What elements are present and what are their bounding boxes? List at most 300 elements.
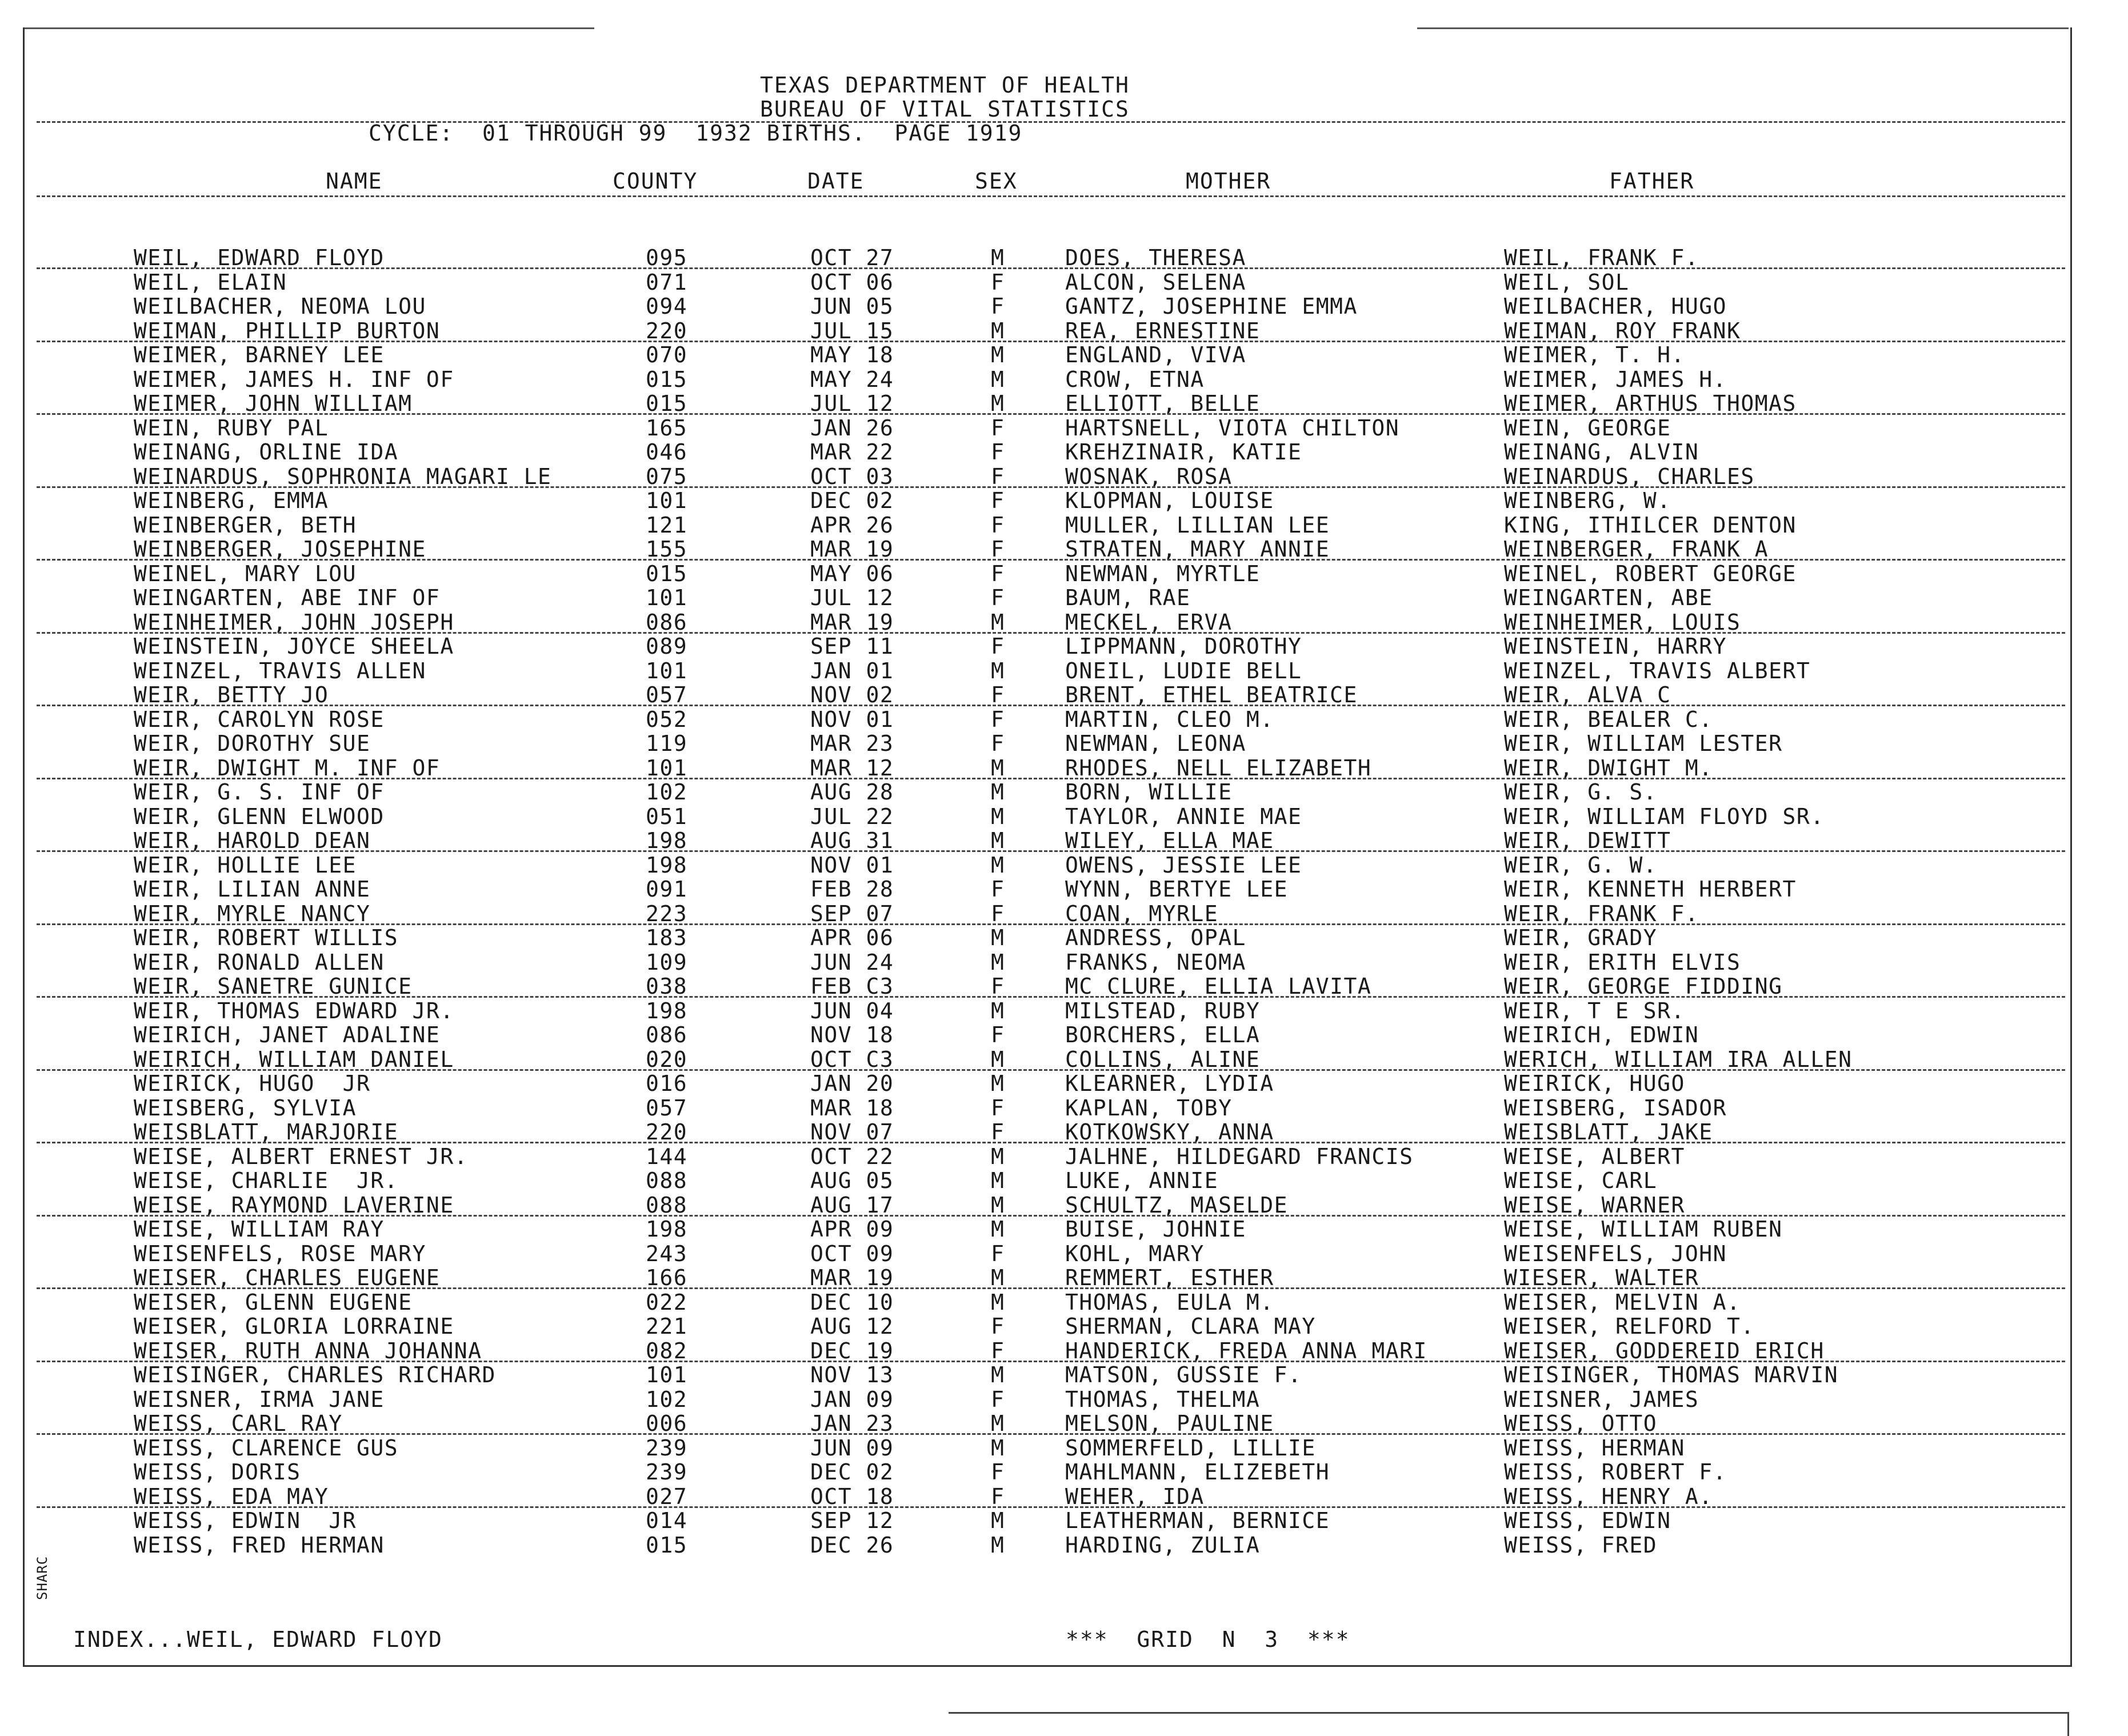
- record-mother: WYNN, BERTYE LEE: [1065, 877, 1289, 902]
- record-county: 027: [646, 1483, 688, 1509]
- record-mother: LUKE, ANNIE: [1065, 1168, 1219, 1193]
- record-county: 221: [646, 1314, 688, 1339]
- record-date: JUL 22: [810, 803, 894, 829]
- table-row: [0, 950, 2128, 974]
- record-county: 052: [646, 706, 688, 732]
- record-mother: SHERMAN, CLARA MAY: [1065, 1314, 1316, 1339]
- table-row: [0, 707, 2128, 731]
- record-sex: M: [991, 1168, 1005, 1193]
- record-father: WEINHEIMER, LOUIS: [1504, 609, 1741, 635]
- record-date: DEC 10: [810, 1289, 894, 1315]
- record-mother: ANDRESS, OPAL: [1065, 925, 1246, 950]
- table-row: [0, 999, 2128, 1023]
- record-name: WEIR, G. S. INF OF: [134, 779, 385, 805]
- record-name: WEIR, RONALD ALLEN: [134, 949, 385, 975]
- record-county: 101: [646, 585, 688, 610]
- record-date: JAN 23: [810, 1411, 894, 1436]
- record-mother: NEWMAN, LEONA: [1065, 731, 1246, 756]
- table-row: [0, 1387, 2128, 1411]
- record-father: WEINGARTEN, ABE: [1504, 585, 1713, 610]
- record-father: WEISER, GODDEREID ERICH: [1504, 1338, 1825, 1363]
- record-sex: M: [991, 366, 1005, 392]
- record-sex: F: [991, 1459, 1005, 1485]
- record-date: OCT 06: [810, 269, 894, 295]
- record-father: WEINZEL, TRAVIS ALBERT: [1504, 658, 1811, 683]
- record-county: 016: [646, 1071, 688, 1096]
- table-row: [0, 1217, 2128, 1241]
- table-row: [0, 1290, 2128, 1314]
- record-sex: M: [991, 1046, 1005, 1072]
- table-row: [0, 1436, 2128, 1460]
- record-name: WEINBERG, EMMA: [134, 488, 329, 513]
- record-name: WEIL, ELAIN: [134, 269, 287, 295]
- column-header-sex: SEX: [975, 169, 1018, 194]
- table-row: [0, 513, 2128, 537]
- record-county: 020: [646, 1046, 688, 1072]
- record-name: WEIMER, BARNEY LEE: [134, 342, 385, 367]
- record-mother: DOES, THERESA: [1065, 245, 1246, 270]
- table-row: [0, 926, 2128, 950]
- record-mother: WEHER, IDA: [1065, 1483, 1205, 1509]
- record-date: MAR 22: [810, 439, 894, 465]
- record-date: NOV 02: [810, 682, 894, 707]
- record-sex: M: [991, 803, 1005, 829]
- record-date: DEC 02: [810, 1459, 894, 1485]
- record-name: WEIR, DOROTHY SUE: [134, 731, 371, 756]
- record-sex: F: [991, 585, 1005, 610]
- header-rule-1: [37, 121, 2065, 123]
- record-father: WEISS, EDWIN: [1504, 1508, 1671, 1533]
- record-mother: BAUM, RAE: [1065, 585, 1191, 610]
- record-name: WEIR, HAROLD DEAN: [134, 828, 371, 853]
- record-father: WEIL, SOL: [1504, 269, 1630, 295]
- record-date: MAY 24: [810, 366, 894, 392]
- record-mother: MATSON, GUSSIE F.: [1065, 1362, 1302, 1387]
- table-row: [0, 294, 2128, 318]
- record-county: 075: [646, 463, 688, 489]
- record-date: MAR 12: [810, 755, 894, 781]
- record-sex: F: [991, 537, 1005, 562]
- record-date: JUN 24: [810, 949, 894, 975]
- table-row: [0, 1339, 2128, 1363]
- record-county: 220: [646, 1119, 688, 1145]
- table-row: [0, 270, 2128, 294]
- record-sex: F: [991, 561, 1005, 586]
- record-date: DEC 02: [810, 488, 894, 513]
- record-name: WEISNER, IRMA JANE: [134, 1386, 385, 1412]
- record-mother: WILEY, ELLA MAE: [1065, 828, 1274, 853]
- record-county: 101: [646, 658, 688, 683]
- record-father: WEISS, OTTO: [1504, 1411, 1658, 1436]
- record-date: NOV 01: [810, 852, 894, 878]
- bureau-title: BUREAU OF VITAL STATISTICS: [760, 97, 1130, 122]
- record-mother: BRENT, ETHEL BEATRICE: [1065, 682, 1358, 707]
- record-name: WEISE, ALBERT ERNEST JR.: [134, 1143, 469, 1169]
- record-date: AUG 31: [810, 828, 894, 853]
- record-mother: CROW, ETNA: [1065, 366, 1205, 392]
- record-mother: SCHULTZ, MASELDE: [1065, 1192, 1289, 1218]
- record-mother: REA, ERNESTINE: [1065, 318, 1261, 343]
- record-county: 015: [646, 1532, 688, 1558]
- record-sex: F: [991, 439, 1005, 465]
- record-sex: M: [991, 1071, 1005, 1096]
- record-date: JUN 04: [810, 998, 894, 1023]
- form-fold-rule: [37, 1287, 2065, 1289]
- record-father: WEIR, GRADY: [1504, 925, 1658, 950]
- record-name: WEISE, CHARLIE JR.: [134, 1168, 399, 1193]
- record-sex: M: [991, 925, 1005, 950]
- table-row: [0, 1363, 2128, 1387]
- record-date: DEC 26: [810, 1532, 894, 1558]
- record-mother: RHODES, NELL ELIZABETH: [1065, 755, 1372, 781]
- record-county: 239: [646, 1459, 688, 1485]
- table-row: [0, 562, 2128, 586]
- table-row: [0, 731, 2128, 755]
- table-row: [0, 1193, 2128, 1217]
- record-county: 101: [646, 488, 688, 513]
- table-row: [0, 1071, 2128, 1095]
- record-county: 155: [646, 537, 688, 562]
- record-name: WEISBERG, SYLVIA: [134, 1095, 357, 1121]
- table-row: [0, 416, 2128, 440]
- record-father: WEISNER, JAMES: [1504, 1386, 1699, 1412]
- record-sex: M: [991, 1143, 1005, 1169]
- record-father: WEIR, FRANK F.: [1504, 901, 1699, 926]
- record-date: JUL 12: [810, 585, 894, 610]
- record-mother: BUISE, JOHNIE: [1065, 1217, 1246, 1242]
- record-father: WIESER, WALTER: [1504, 1265, 1699, 1290]
- table-row: [0, 780, 2128, 804]
- record-mother: ONEIL, LUDIE BELL: [1065, 658, 1302, 683]
- record-county: 109: [646, 949, 688, 975]
- record-mother: WOSNAK, ROSA: [1065, 463, 1233, 489]
- record-mother: THOMAS, EULA M.: [1065, 1289, 1274, 1315]
- record-sex: M: [991, 1532, 1005, 1558]
- record-father: WEIMER, JAMES H.: [1504, 366, 1727, 392]
- record-father: WEIR, G. W.: [1504, 852, 1658, 878]
- record-mother: LIPPMANN, DOROTHY: [1065, 634, 1302, 659]
- record-date: JUL 12: [810, 391, 894, 416]
- record-date: SEP 11: [810, 634, 894, 659]
- table-row: [0, 586, 2128, 610]
- record-name: WEINBERGER, BETH: [134, 512, 357, 538]
- record-sex: M: [991, 1508, 1005, 1533]
- record-father: WEIMER, ARTHUS THOMAS: [1504, 391, 1797, 416]
- record-mother: SOMMERFELD, LILLIE: [1065, 1435, 1316, 1461]
- record-name: WEISS, EDWIN JR: [134, 1508, 357, 1533]
- record-county: 102: [646, 1386, 688, 1412]
- record-name: WEISER, CHARLES EUGENE: [134, 1265, 441, 1290]
- record-father: WEINARDUS, CHARLES: [1504, 463, 1755, 489]
- form-fold-rule: [37, 413, 2065, 415]
- record-mother: HARTSNELL, VIOTA CHILTON: [1065, 415, 1400, 441]
- record-date: NOV 18: [810, 1022, 894, 1047]
- record-sex: M: [991, 755, 1005, 781]
- record-father: WEINANG, ALVIN: [1504, 439, 1699, 465]
- record-sex: F: [991, 463, 1005, 489]
- table-row: [0, 1145, 2128, 1169]
- table-row: [0, 319, 2128, 343]
- record-name: WEISE, RAYMOND LAVERINE: [134, 1192, 454, 1218]
- record-date: JUL 15: [810, 318, 894, 343]
- record-mother: OWENS, JESSIE LEE: [1065, 852, 1302, 878]
- column-header-rule: [37, 195, 2065, 197]
- record-father: WEISS, HENRY A.: [1504, 1483, 1713, 1509]
- record-mother: MECKEL, ERVA: [1065, 609, 1233, 635]
- record-mother: THOMAS, THELMA: [1065, 1386, 1261, 1412]
- record-father: KING, ITHILCER DENTON: [1504, 512, 1797, 538]
- table-row: [0, 1047, 2128, 1071]
- record-sex: F: [991, 269, 1005, 295]
- record-sex: M: [991, 1265, 1005, 1290]
- record-sex: F: [991, 1483, 1005, 1509]
- column-header-mother: MOTHER: [1186, 169, 1271, 194]
- record-father: WEISE, WARNER: [1504, 1192, 1685, 1218]
- record-mother: GANTZ, JOSEPHINE EMMA: [1065, 294, 1358, 319]
- record-sex: M: [991, 609, 1005, 635]
- record-mother: STRATEN, MARY ANNIE: [1065, 537, 1330, 562]
- record-county: 183: [646, 925, 688, 950]
- record-mother: KAPLAN, TOBY: [1065, 1095, 1233, 1121]
- stamp-mark: SHARC: [34, 1555, 50, 1600]
- record-date: MAY 06: [810, 561, 894, 586]
- record-date: FEB C3: [810, 974, 894, 999]
- record-mother: BORCHERS, ELLA: [1065, 1022, 1261, 1047]
- record-name: WEIN, RUBY PAL: [134, 415, 329, 441]
- record-sex: F: [991, 901, 1005, 926]
- record-sex: M: [991, 949, 1005, 975]
- record-county: 243: [646, 1241, 688, 1266]
- record-mother: REMMERT, ESTHER: [1065, 1265, 1274, 1290]
- record-county: 015: [646, 366, 688, 392]
- table-row: [0, 853, 2128, 877]
- form-fold-rule: [37, 1142, 2065, 1143]
- table-row: [0, 440, 2128, 464]
- table-row: [0, 829, 2128, 853]
- record-county: 089: [646, 634, 688, 659]
- record-date: AUG 12: [810, 1314, 894, 1339]
- record-county: 223: [646, 901, 688, 926]
- record-father: WEIR, KENNETH HERBERT: [1504, 877, 1797, 902]
- table-row: [0, 1314, 2128, 1338]
- record-sex: F: [991, 415, 1005, 441]
- record-sex: M: [991, 318, 1005, 343]
- record-father: WEISINGER, THOMAS MARVIN: [1504, 1362, 1839, 1387]
- column-header-date: DATE: [807, 169, 865, 194]
- record-county: 086: [646, 1022, 688, 1047]
- record-name: WEISENFELS, ROSE MARY: [134, 1241, 426, 1266]
- record-date: NOV 01: [810, 706, 894, 732]
- form-fold-rule: [37, 267, 2065, 269]
- record-sex: F: [991, 706, 1005, 732]
- record-name: WEIMAN, PHILLIP BURTON: [134, 318, 441, 343]
- record-county: 198: [646, 998, 688, 1023]
- record-sex: F: [991, 1241, 1005, 1266]
- record-father: WEIR, GEORGE FIDDING: [1504, 974, 1783, 999]
- record-father: WEIR, WILLIAM LESTER: [1504, 731, 1783, 756]
- record-name: WEINARDUS, SOPHRONIA MAGARI LE: [134, 463, 552, 489]
- table-row: [0, 1096, 2128, 1120]
- record-mother: KREHZINAIR, KATIE: [1065, 439, 1302, 465]
- record-name: WEISBLATT, MARJORIE: [134, 1119, 399, 1145]
- record-county: 144: [646, 1143, 688, 1169]
- record-county: 071: [646, 269, 688, 295]
- record-father: WEIN, GEORGE: [1504, 415, 1671, 441]
- table-row: [0, 465, 2128, 489]
- record-county: 088: [646, 1168, 688, 1193]
- record-sex: M: [991, 1435, 1005, 1461]
- record-sex: M: [991, 391, 1005, 416]
- record-county: 102: [646, 779, 688, 805]
- record-father: WEISER, MELVIN A.: [1504, 1289, 1741, 1315]
- record-county: 051: [646, 803, 688, 829]
- table-row: [0, 634, 2128, 658]
- record-mother: ALCON, SELENA: [1065, 269, 1246, 295]
- record-father: WEIR, WILLIAM FLOYD SR.: [1504, 803, 1825, 829]
- record-name: WEILBACHER, NEOMA LOU: [134, 294, 426, 319]
- record-mother: JALHNE, HILDEGARD FRANCIS: [1065, 1143, 1414, 1169]
- record-date: APR 26: [810, 512, 894, 538]
- record-sex: F: [991, 1314, 1005, 1339]
- record-county: 006: [646, 1411, 688, 1436]
- record-name: WEINEL, MARY LOU: [134, 561, 357, 586]
- record-sex: M: [991, 1362, 1005, 1387]
- record-name: WEIR, BETTY JO: [134, 682, 329, 707]
- table-row: [0, 1485, 2128, 1509]
- table-row: [0, 610, 2128, 634]
- table-row: [0, 1120, 2128, 1144]
- record-county: 091: [646, 877, 688, 902]
- bottom-rule: [949, 1712, 2069, 1714]
- record-mother: LEATHERMAN, BERNICE: [1065, 1508, 1330, 1533]
- record-date: MAY 18: [810, 342, 894, 367]
- record-mother: ELLIOTT, BELLE: [1065, 391, 1261, 416]
- record-name: WEISE, WILLIAM RAY: [134, 1217, 385, 1242]
- record-date: OCT C3: [810, 1046, 894, 1072]
- record-father: WEIR, ERITH ELVIS: [1504, 949, 1741, 975]
- record-sex: F: [991, 488, 1005, 513]
- record-father: WEISE, WILLIAM RUBEN: [1504, 1217, 1783, 1242]
- record-date: JAN 01: [810, 658, 894, 683]
- record-father: WEISS, ROBERT F.: [1504, 1459, 1727, 1485]
- record-name: WEISER, GLENN EUGENE: [134, 1289, 413, 1315]
- record-date: APR 06: [810, 925, 894, 950]
- table-row: [0, 659, 2128, 683]
- record-name: WEINSTEIN, JOYCE SHEELA: [134, 634, 454, 659]
- record-father: WEIR, T E SR.: [1504, 998, 1685, 1023]
- record-county: 015: [646, 561, 688, 586]
- record-sex: M: [991, 1217, 1005, 1242]
- record-sex: M: [991, 1289, 1005, 1315]
- record-father: WEISBERG, ISADOR: [1504, 1095, 1727, 1121]
- record-mother: KOTKOWSKY, ANNA: [1065, 1119, 1274, 1145]
- record-county: 101: [646, 755, 688, 781]
- record-father: WEINBERG, W.: [1504, 488, 1671, 513]
- record-father: WEISE, ALBERT: [1504, 1143, 1685, 1169]
- record-father: WEINEL, ROBERT GEORGE: [1504, 561, 1797, 586]
- record-name: WEINBERGER, JOSEPHINE: [134, 537, 426, 562]
- record-mother: MAHLMANN, ELIZEBETH: [1065, 1459, 1330, 1485]
- record-sex: F: [991, 294, 1005, 319]
- record-date: OCT 03: [810, 463, 894, 489]
- record-mother: COLLINS, ALINE: [1065, 1046, 1261, 1072]
- record-name: WEINGARTEN, ABE INF OF: [134, 585, 441, 610]
- record-county: 198: [646, 828, 688, 853]
- record-name: WEIMER, JOHN WILLIAM: [134, 391, 413, 416]
- record-date: AUG 28: [810, 779, 894, 805]
- record-name: WEIR, SANETRE GUNICE: [134, 974, 413, 999]
- record-sex: F: [991, 1338, 1005, 1363]
- record-date: MAR 23: [810, 731, 894, 756]
- record-date: AUG 05: [810, 1168, 894, 1193]
- record-sex: F: [991, 877, 1005, 902]
- record-mother: HANDERICK, FREDA ANNA MARI: [1065, 1338, 1427, 1363]
- record-county: 038: [646, 974, 688, 999]
- record-county: 198: [646, 1217, 688, 1242]
- record-date: MAR 19: [810, 1265, 894, 1290]
- record-county: 022: [646, 1289, 688, 1315]
- form-fold-rule: [37, 559, 2065, 561]
- record-father: WEIR, ALVA C: [1504, 682, 1671, 707]
- record-sex: F: [991, 682, 1005, 707]
- record-county: 095: [646, 245, 688, 270]
- record-name: WEIRICK, HUGO JR: [134, 1071, 371, 1096]
- record-sex: M: [991, 998, 1005, 1023]
- record-father: WEIRICH, EDWIN: [1504, 1022, 1699, 1047]
- record-county: 088: [646, 1192, 688, 1218]
- table-row: [0, 683, 2128, 707]
- record-father: WEIRICK, HUGO: [1504, 1071, 1685, 1096]
- record-name: WEISS, FRED HERMAN: [134, 1532, 385, 1558]
- form-fold-rule: [37, 996, 2065, 998]
- index-label: INDEX...WEIL, EDWARD FLOYD: [73, 1627, 443, 1652]
- table-row: [0, 1411, 2128, 1435]
- record-sex: F: [991, 974, 1005, 999]
- record-county: 086: [646, 609, 688, 635]
- record-county: 057: [646, 682, 688, 707]
- record-father: WEISS, HERMAN: [1504, 1435, 1685, 1461]
- record-name: WEIR, THOMAS EDWARD JR.: [134, 998, 454, 1023]
- record-date: SEP 07: [810, 901, 894, 926]
- table-row: [0, 902, 2128, 926]
- record-sex: M: [991, 1192, 1005, 1218]
- record-father: WEISE, CARL: [1504, 1168, 1658, 1193]
- record-name: WEIR, DWIGHT M. INF OF: [134, 755, 441, 781]
- record-date: NOV 13: [810, 1362, 894, 1387]
- record-name: WEIR, ROBERT WILLIS: [134, 925, 399, 950]
- record-county: 198: [646, 852, 688, 878]
- form-fold-rule: [37, 705, 2065, 706]
- record-mother: MC CLURE, ELLIA LAVITA: [1065, 974, 1372, 999]
- record-name: WEINZEL, TRAVIS ALLEN: [134, 658, 426, 683]
- form-fold-rule: [37, 850, 2065, 852]
- record-sex: F: [991, 1095, 1005, 1121]
- record-date: DEC 19: [810, 1338, 894, 1363]
- record-name: WEIR, CAROLYN ROSE: [134, 706, 385, 732]
- record-county: 166: [646, 1265, 688, 1290]
- table-row: [0, 756, 2128, 780]
- record-county: 121: [646, 512, 688, 538]
- table-row: [0, 1533, 2128, 1557]
- record-county: 057: [646, 1095, 688, 1121]
- record-date: AUG 17: [810, 1192, 894, 1218]
- record-date: OCT 18: [810, 1483, 894, 1509]
- record-name: WEISER, RUTH ANNA JOHANNA: [134, 1338, 482, 1363]
- record-date: MAR 18: [810, 1095, 894, 1121]
- record-father: WEIL, FRANK F.: [1504, 245, 1699, 270]
- record-name: WEIL, EDWARD FLOYD: [134, 245, 385, 270]
- record-sex: M: [991, 779, 1005, 805]
